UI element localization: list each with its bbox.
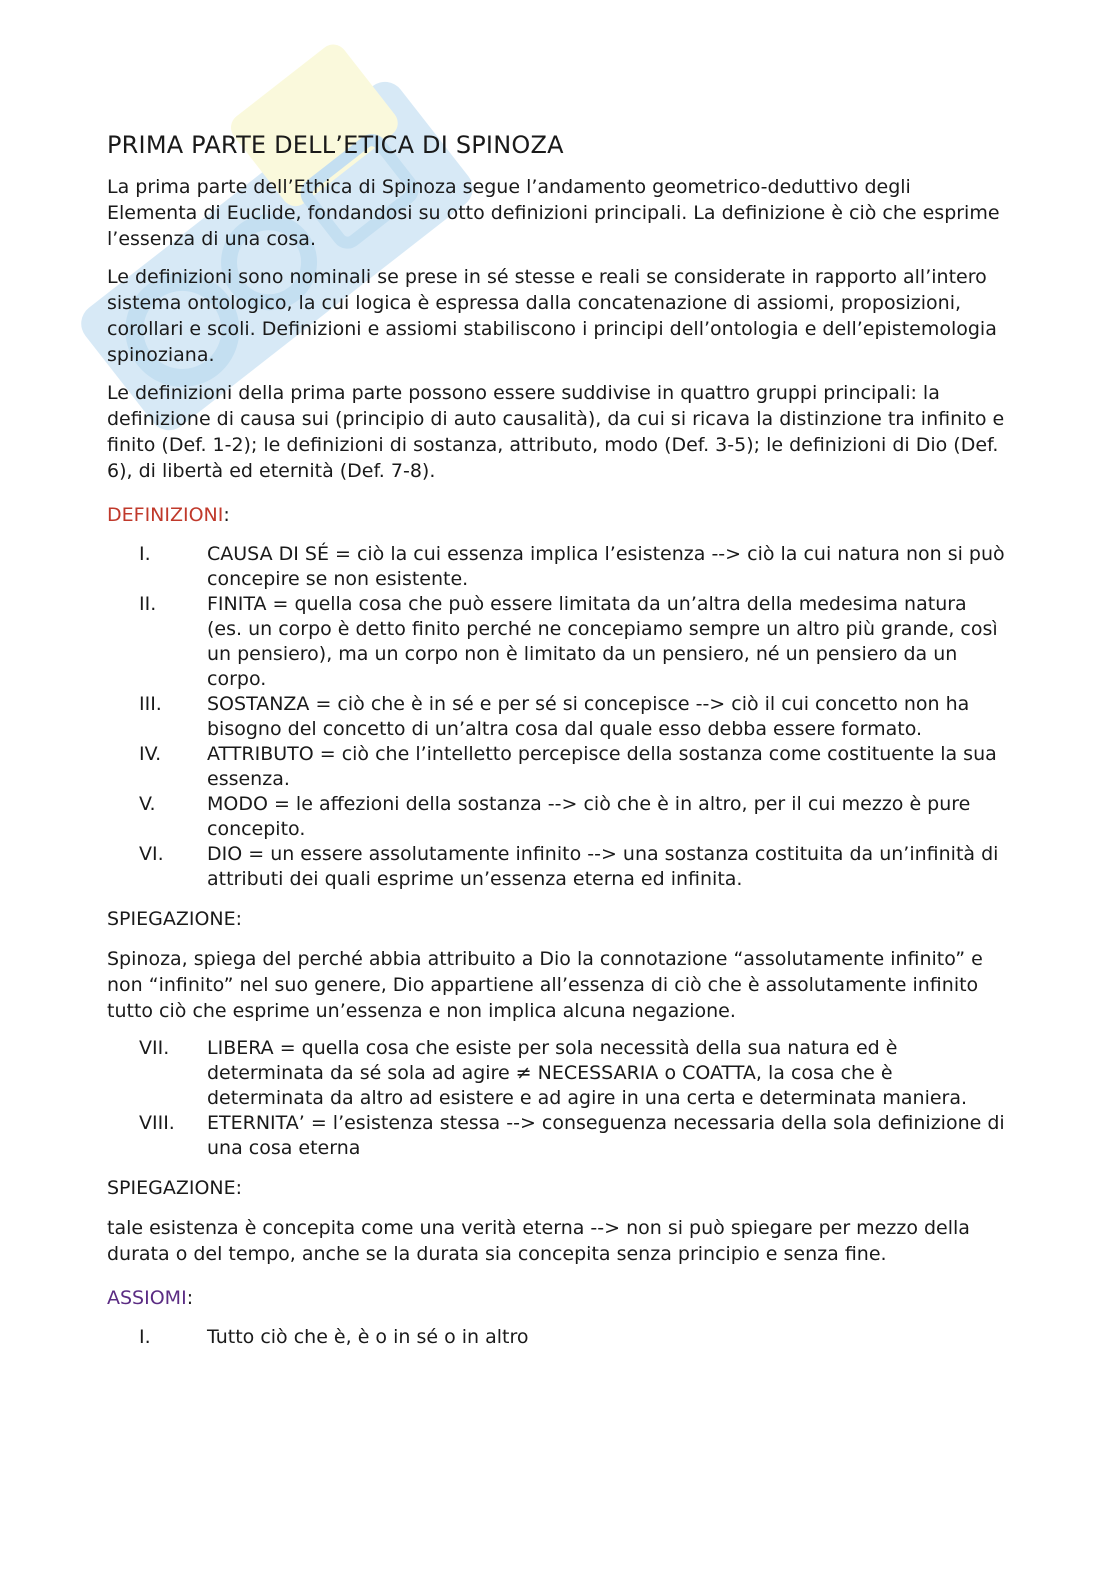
page-title: PRIMA PARTE DELL’ETICA DI SPINOZA — [107, 131, 564, 159]
list-item — [107, 542, 1007, 592]
list-number: VIII. — [139, 1112, 175, 1134]
list-text: CAUSA DI SÉ = ciò la cui essenza implica l’esistenza --> ciò la cui natura non si può concepire se non esistente. — [207, 543, 1005, 590]
list-text: MODO = le affezioni della sostanza --> ciò che è in altro, per il cui mezzo è pure concepito. — [207, 793, 971, 840]
intro-paragraph: La prima parte dell’Ethica di Spinoza segue l’andamento geometrico-deduttivo degli Elementa di Euclide, fondandosi su otto definizioni principali. La definizione è ciò che esprime l’essenza di una cosa. — [107, 176, 1000, 250]
intro-paragraph: Le definizioni della prima parte possono essere suddivise in quattro gruppi principali: la definizione di causa sui (principio di auto causalità), da cui si ricava la distinzione tra infinito e finito (Def. 1-2); le definizioni di sostanza, attributo, modo (Def. 3-5); le definizioni di Dio (Def. 6), di libertà ed eternità (Def. 7-8). — [107, 382, 1005, 482]
definizioni-list — [107, 542, 1007, 892]
definizioni-heading: DEFINIZIONI: — [107, 504, 230, 526]
list-item — [107, 1325, 1007, 1350]
spiegazione-paragraph: tale esistenza è concepita come una verità eterna --> non si può spiegare per mezzo della durata o del tempo, anche se la durata sia concepita senza principio e senza fine. — [107, 1217, 970, 1265]
list-item — [107, 1111, 1007, 1161]
list-number: I. — [139, 1326, 151, 1348]
list-number: III. — [139, 693, 162, 715]
list-text: ETERNITA’ = l’esistenza stessa --> conseguenza necessaria della sola definizione di una cosa eterna — [207, 1112, 1005, 1159]
list-number: IV. — [139, 743, 162, 765]
list-number: V. — [139, 793, 156, 815]
list-item — [107, 792, 1007, 842]
definizioni-list-continued — [107, 1036, 1007, 1161]
list-text: Tutto ciò che è, è o in sé o in altro — [207, 1326, 529, 1348]
list-number: II. — [139, 593, 157, 615]
list-item — [107, 592, 1007, 692]
assiomi-list — [107, 1325, 1007, 1350]
spiegazione-paragraph: Spinoza, spiega del perché abbia attribuito a Dio la connotazione “assolutamente infinito” e non “infinito” nel suo genere, Dio appartiene all’essenza di ciò che è assolutamente infinito tutto ciò che esprime un’essenza e non implica alcuna negazione. — [107, 948, 983, 1022]
list-text: FINITA = quella cosa che può essere limitata da un’altra della medesima natura (es. un corpo è detto finito perché ne concepiamo sempre un altro più grande, così un pensiero), ma un corpo non è limitato da un pensiero, né un pensiero da un corpo. — [207, 593, 998, 690]
list-text: ATTRIBUTO = ciò che l’intelletto percepisce della sostanza come costituente la sua essenza. — [207, 743, 997, 790]
list-item — [107, 692, 1007, 742]
list-number: VI. — [139, 843, 164, 865]
list-number: I. — [139, 543, 151, 565]
list-item — [107, 742, 1007, 792]
list-item — [107, 842, 1007, 892]
list-text: LIBERA = quella cosa che esiste per sola necessità della sua natura ed è determinata da sé sola ad agire ≠ NECESSARIA o COATTA, la cosa che è determinata da altro ad esistere e ad agire in una certa e determinata maniera. — [207, 1037, 968, 1109]
list-text: SOSTANZA = ciò che è in sé e per sé si concepisce --> ciò il cui concetto non ha bisogno del concetto di un’altra cosa dal quale esso debba essere formato. — [207, 693, 970, 740]
document-page — [107, 130, 1007, 1364]
list-item — [107, 1036, 1007, 1111]
intro-paragraph: Le definizioni sono nominali se prese in sé stesse e reali se considerate in rapporto all’intero sistema ontologico, la cui logica è espressa dalla concatenazione di assiomi, proposizioni, corollari e scoli. Definizioni e assiomi stabiliscono i principi dell’ontologia e dell’epistemologia spinoziana. — [107, 266, 997, 366]
spiegazione-heading: SPIEGAZIONE: — [107, 1177, 243, 1199]
list-text: DIO = un essere assolutamente infinito --> una sostanza costituita da un’infinità di attributi dei quali esprime un’essenza eterna ed infinita. — [207, 843, 999, 890]
list-number: VII. — [139, 1037, 170, 1059]
spiegazione-heading: SPIEGAZIONE: — [107, 908, 243, 930]
assiomi-heading: ASSIOMI: — [107, 1287, 194, 1309]
